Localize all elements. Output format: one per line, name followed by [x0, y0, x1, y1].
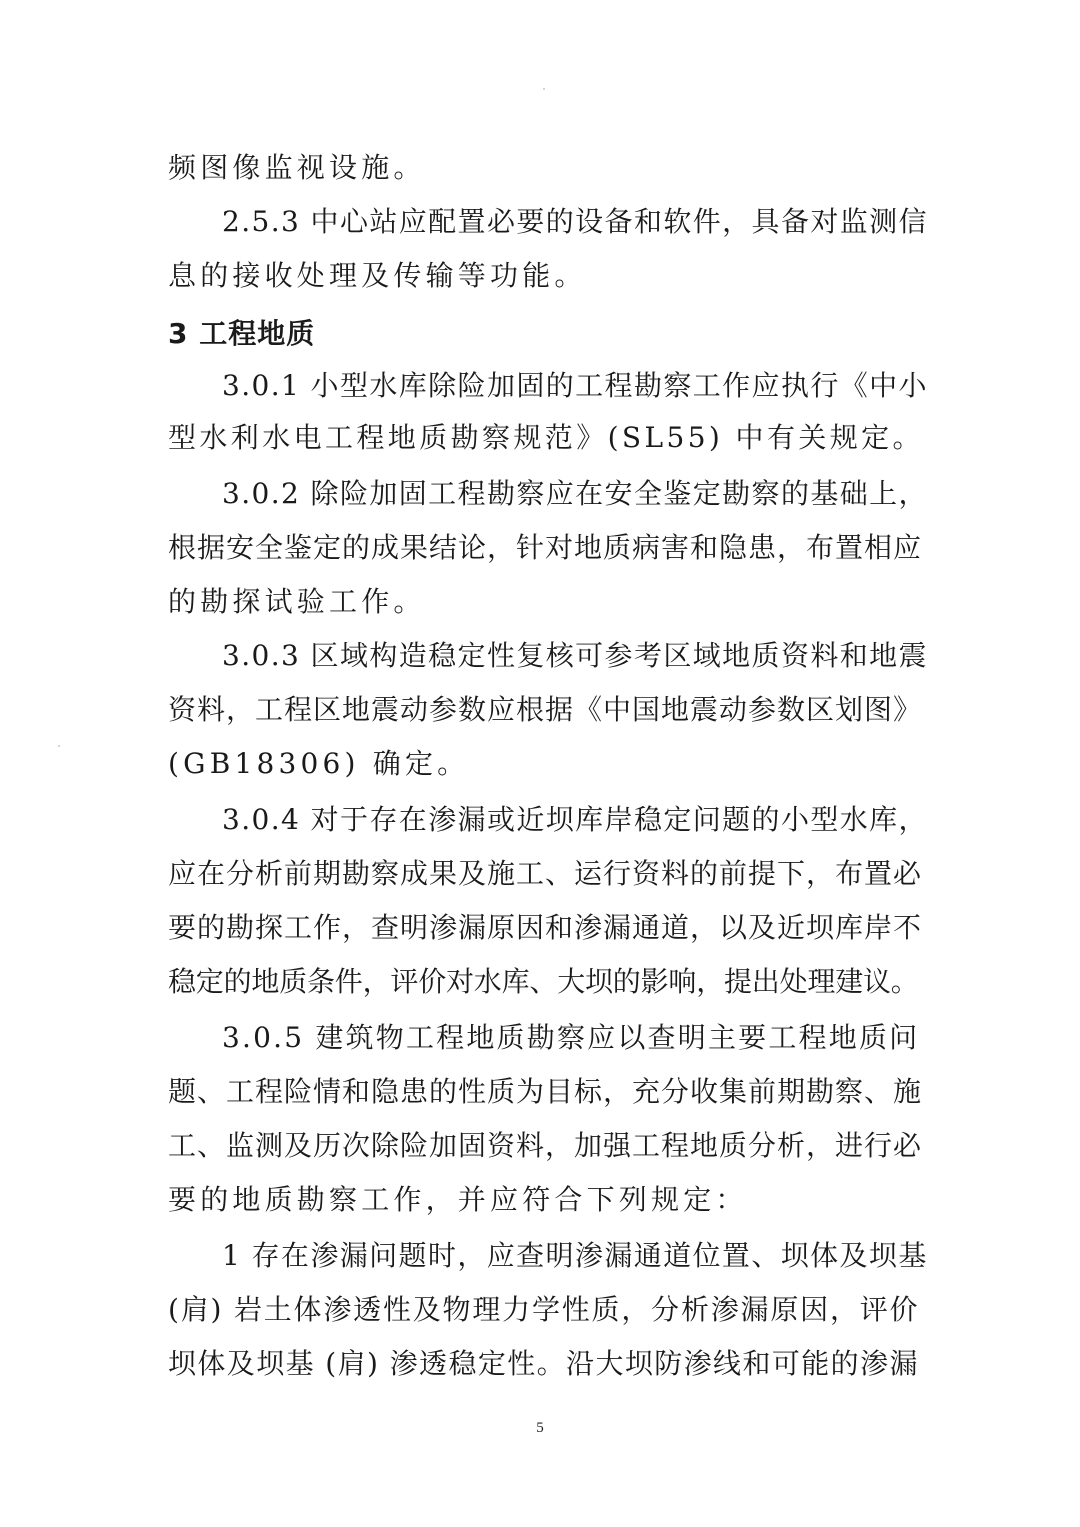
- body-line: 题、工程险情和隐患的性质为目标，充分收集前期勘察、施: [168, 1075, 923, 1108]
- body-line: (肩) 岩土体渗透性及物理力学性质，分析渗漏原因，评价: [168, 1293, 920, 1326]
- scan-speck: [543, 88, 545, 90]
- body-line: 坝体及坝基 (肩) 渗透稳定性。沿大坝防渗线和可能的渗漏: [168, 1347, 919, 1380]
- body-line: 型水利水电工程地质勘察规范》(SL55) 中有关规定。: [168, 421, 924, 454]
- clause-2-5-3-line: 2.5.3 中心站应配置必要的设备和软件，具备对监测信: [222, 205, 928, 238]
- body-line: 频图像监视设施。: [168, 151, 426, 184]
- section-heading: 3 工程地质: [168, 317, 316, 350]
- list-item-1-line: 1 存在渗漏问题时，应查明渗漏通道位置、坝体及坝基: [222, 1239, 928, 1272]
- body-line: 要的地质勘察工作，并应符合下列规定：: [168, 1183, 748, 1216]
- body-line: 根据安全鉴定的成果结论，针对地质病害和隐患，布置相应: [168, 531, 923, 564]
- body-line: (GB18306) 确定。: [168, 747, 470, 780]
- body-line: 的勘探试验工作。: [168, 585, 426, 618]
- body-line: 应在分析前期勘察成果及施工、运行资料的前提下，布置必: [168, 857, 923, 890]
- clause-3-0-2-line: 3.0.2 除险加固工程勘察应在安全鉴定勘察的基础上，: [222, 477, 928, 510]
- body-line: 息的接收处理及传输等功能。: [168, 259, 587, 292]
- page-number: 5: [536, 1420, 544, 1436]
- clause-3-0-4-line: 3.0.4 对于存在渗漏或近坝库岸稳定问题的小型水库，: [222, 803, 928, 836]
- body-line: 要的勘探工作，查明渗漏原因和渗漏通道，以及近坝库岸不: [168, 911, 923, 944]
- clause-3-0-1-line: 3.0.1 小型水库除险加固的工程勘察工作应执行《中小: [222, 369, 928, 402]
- body-line: 资料，工程区地震动参数应根据《中国地震动参数区划图》: [168, 693, 923, 726]
- body-line: 稳定的地质条件，评价对水库、大坝的影响，提出处理建议。: [168, 965, 919, 998]
- clause-3-0-5-line: 3.0.5 建筑物工程地质勘察应以查明主要工程地质问: [222, 1021, 920, 1054]
- clause-3-0-3-line: 3.0.3 区域构造稳定性复核可参考区域地质资料和地震: [222, 639, 928, 672]
- scan-speck: [58, 745, 60, 747]
- body-line: 工、监测及历次除险加固资料，加强工程地质分析，进行必: [168, 1129, 923, 1162]
